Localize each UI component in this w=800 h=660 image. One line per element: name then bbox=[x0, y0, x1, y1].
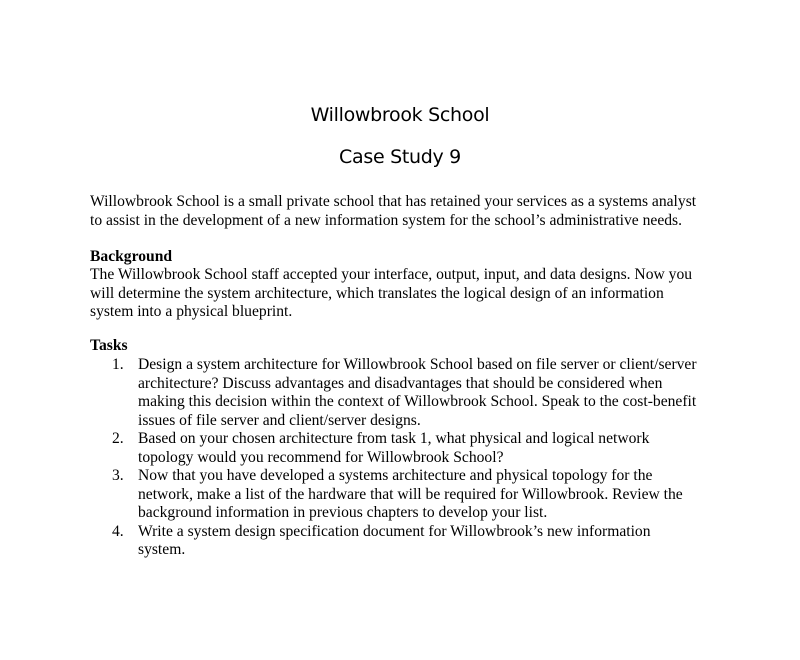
background-heading: Background bbox=[90, 248, 173, 265]
task-item bbox=[90, 356, 730, 430]
background-line: will determine the system architecture, which translates the logical design of an information bbox=[90, 284, 664, 302]
task-item bbox=[90, 467, 730, 523]
task-line: Design a system architecture for Willowbrook School based on file server or client/server bbox=[138, 356, 697, 373]
tasks-heading: Tasks bbox=[90, 337, 128, 354]
task-number: 1. bbox=[112, 356, 124, 373]
task-line: background information in previous chapters to develop your list. bbox=[138, 504, 548, 521]
task-line: Now that you have developed a systems architecture and physical topology for the bbox=[138, 467, 653, 484]
task-number: 3. bbox=[112, 467, 124, 484]
task-line: network, make a list of the hardware that will be required for Willowbrook. Review the bbox=[138, 485, 683, 503]
task-line: making this decision within the context of Willowbrook School. Speak to the cost-benefit bbox=[138, 393, 697, 410]
tasks-list bbox=[90, 356, 730, 560]
task-number: 4. bbox=[112, 522, 124, 540]
task-number: 2. bbox=[112, 430, 124, 447]
intro-line: Willowbrook School is a small private school that has retained your services as a systems analyst bbox=[90, 193, 697, 210]
task-line: architecture? Discuss advantages and disadvantages that should be considered when bbox=[138, 374, 663, 392]
task-item bbox=[90, 430, 730, 467]
task-line: Based on your chosen architecture from task 1, what physical and logical network bbox=[138, 430, 650, 447]
background-line: system into a physical blueprint. bbox=[90, 303, 293, 320]
intro-paragraph bbox=[90, 193, 730, 230]
task-line: Write a system design specification document for Willowbrook’s new information bbox=[138, 522, 651, 540]
document-subtitle: Case Study 9 bbox=[339, 146, 461, 168]
document-title: Willowbrook School bbox=[310, 104, 490, 126]
intro-line: to assist in the development of a new information system for the school’s administrative needs. bbox=[90, 211, 683, 229]
background-line: The Willowbrook School staff accepted your interface, output, input, and data designs. Now you bbox=[90, 266, 693, 283]
background-paragraph bbox=[90, 266, 730, 322]
task-line: issues of file server and client/server designs. bbox=[138, 411, 421, 429]
task-line: topology would you recommend for Willowbrook School? bbox=[138, 448, 504, 466]
task-item bbox=[90, 523, 730, 560]
task-line: system. bbox=[138, 541, 186, 558]
